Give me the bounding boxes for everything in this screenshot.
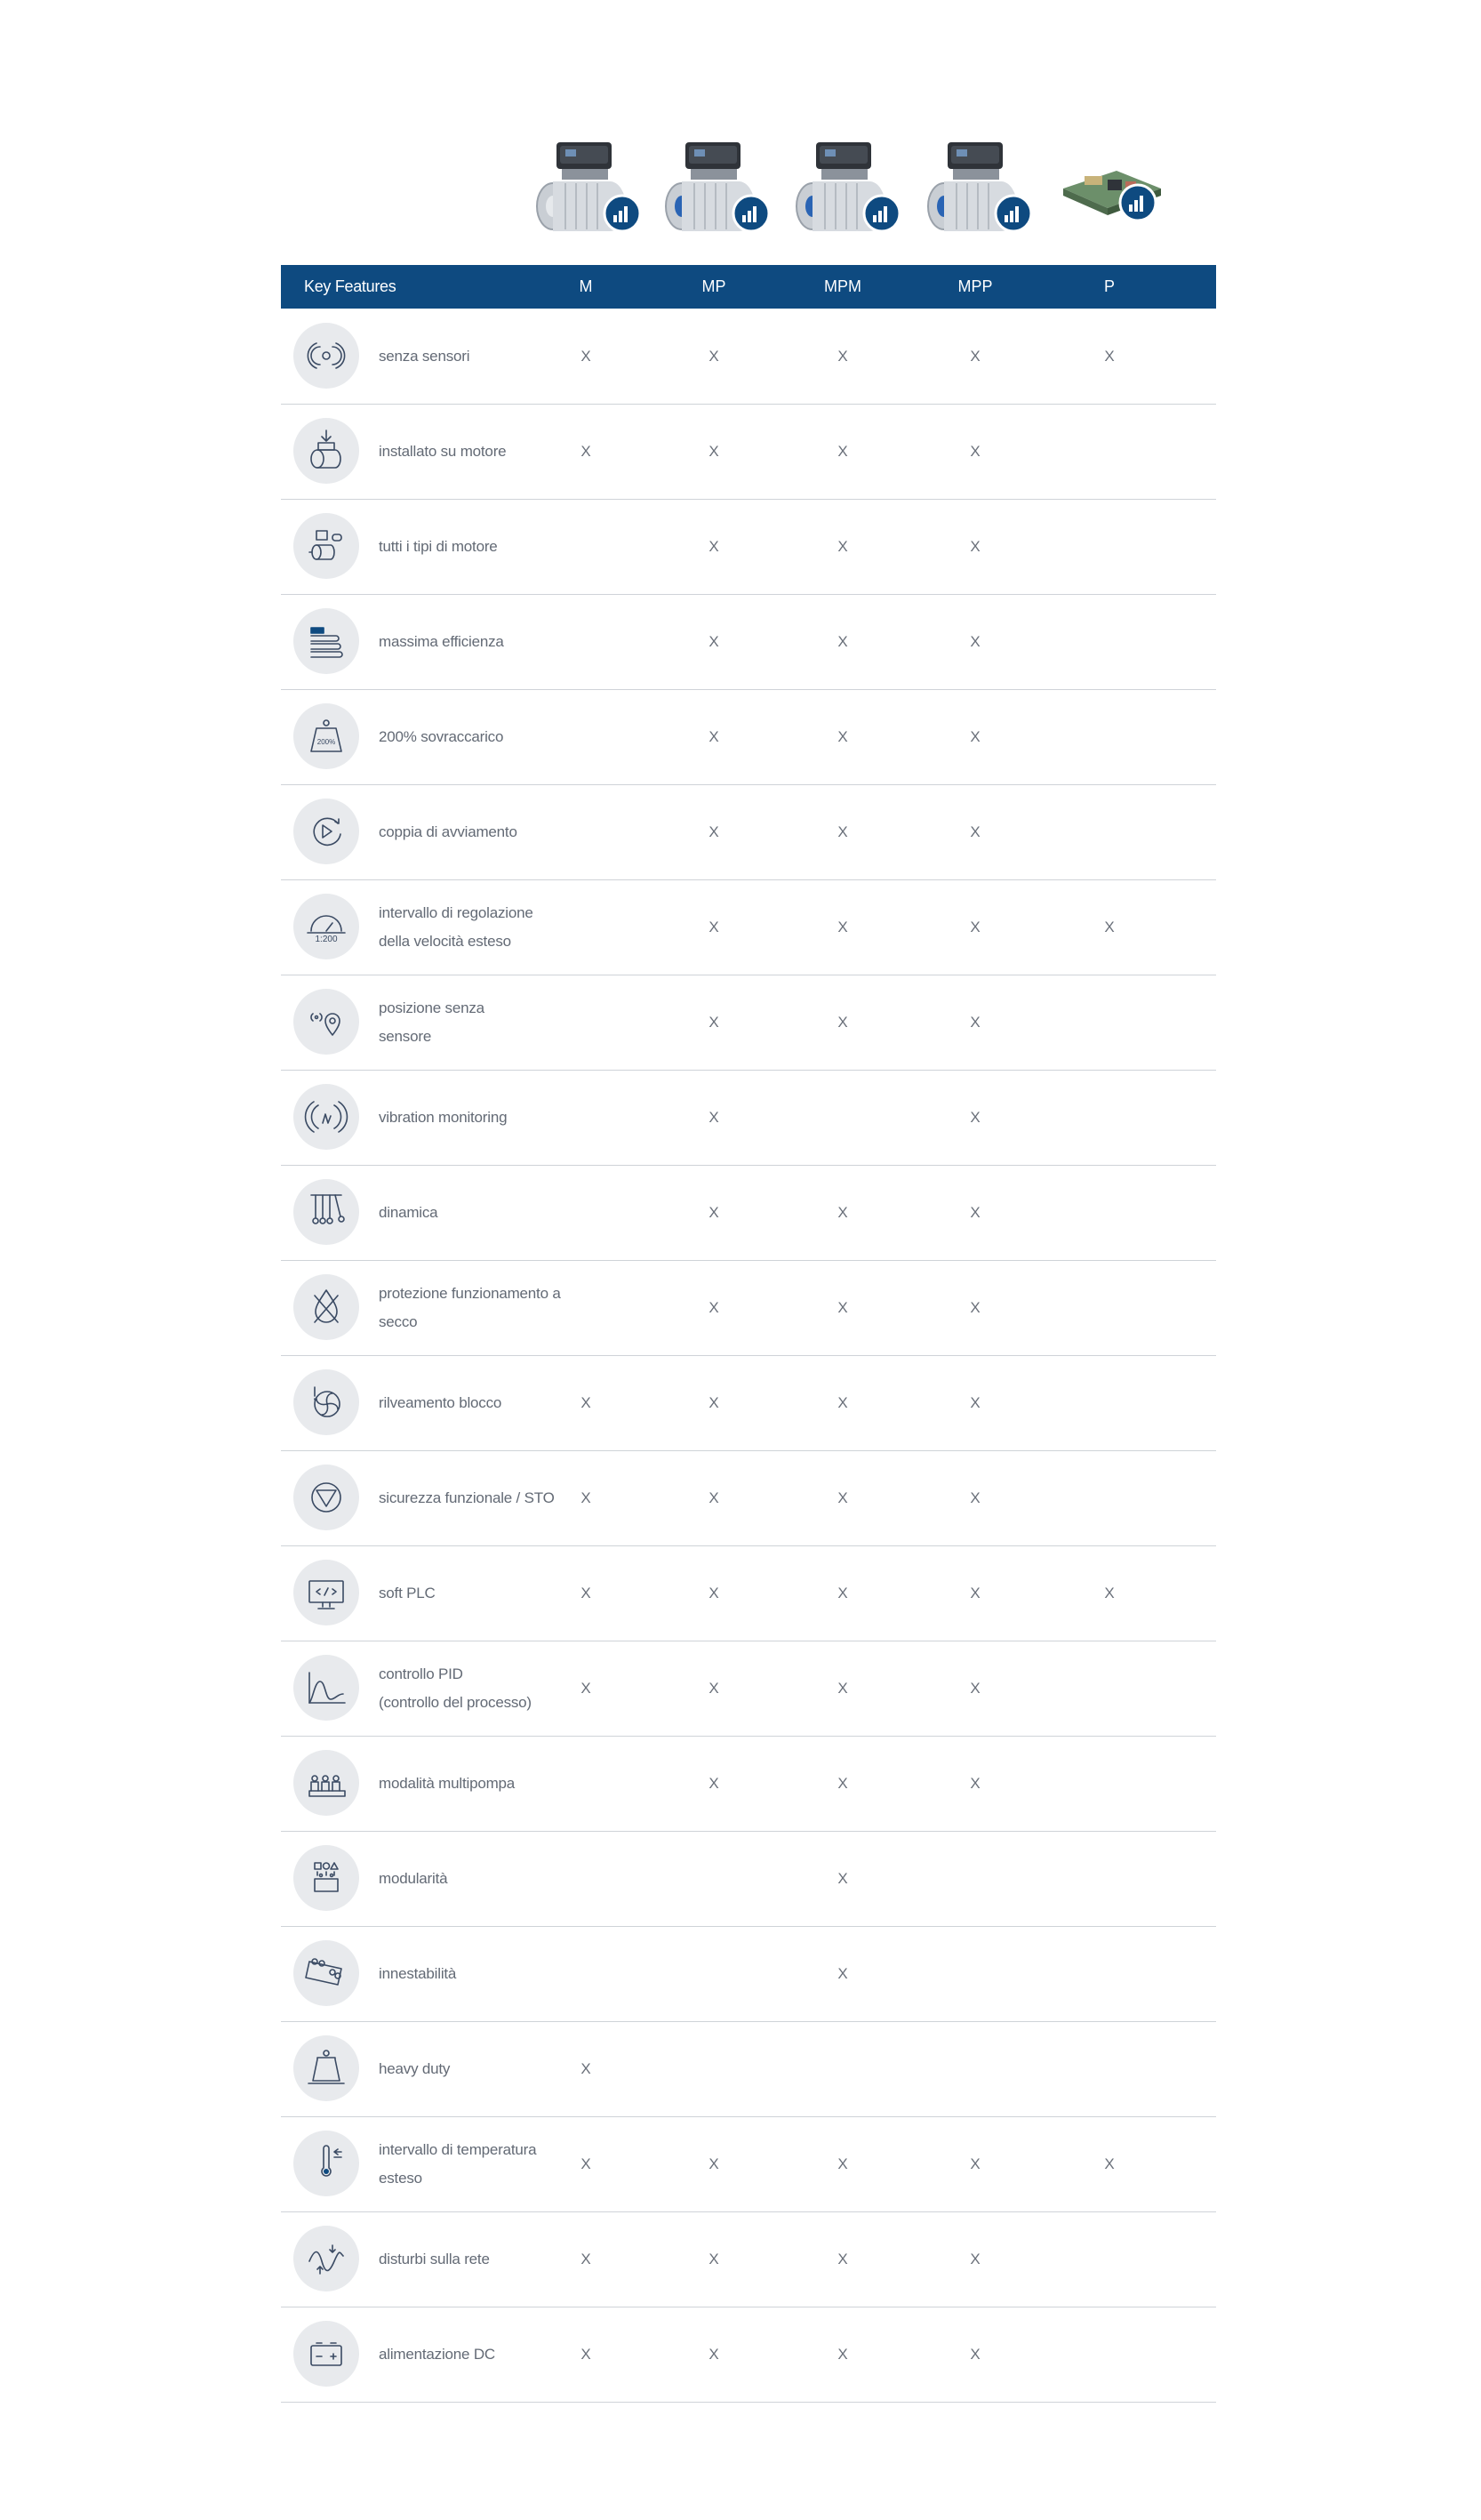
feature-mark-m: X bbox=[580, 2251, 591, 2267]
feature-mark-mpp: X bbox=[970, 1680, 981, 1697]
feature-mark-m bbox=[541, 1165, 630, 1260]
feature-mark-p bbox=[1065, 689, 1154, 784]
max-efficiency-icon bbox=[293, 608, 359, 674]
feature-mark-mpp: X bbox=[970, 1394, 981, 1411]
feature-mark-mpm: X bbox=[837, 1585, 848, 1601]
feature-label-line: intervallo di regolazione bbox=[379, 903, 533, 921]
soft-plc-monitor-icon bbox=[293, 1560, 359, 1625]
table-row bbox=[281, 1450, 1216, 1546]
feature-mark-mp: X bbox=[708, 633, 719, 650]
feature-mark-p bbox=[1065, 1165, 1154, 1260]
feature-label-line: modularità bbox=[379, 1869, 448, 1887]
feature-label-line: modalità multipompa bbox=[379, 1774, 516, 1792]
feature-label-line: rilveamento blocco bbox=[379, 1393, 502, 1411]
feature-mark-mp: X bbox=[708, 823, 719, 840]
feature-mark-mp: X bbox=[708, 1014, 719, 1031]
table-row bbox=[281, 1545, 1216, 1641]
feature-mark-mpm: X bbox=[837, 1680, 848, 1697]
feature-label-line: sicurezza funzionale / STO bbox=[379, 1489, 555, 1506]
product-image-mp bbox=[659, 126, 774, 253]
feature-mark-mp: X bbox=[708, 538, 719, 555]
feature-comparison-sheet bbox=[281, 0, 1216, 2363]
feature-mark-mp: X bbox=[708, 1489, 719, 1506]
feature-label-line: dinamica bbox=[379, 1203, 438, 1221]
feature-mark-mpm: X bbox=[837, 1870, 848, 1887]
feature-mark-mp: X bbox=[708, 1775, 719, 1792]
feature-mark-mpm bbox=[798, 2021, 887, 2116]
table-row bbox=[281, 1260, 1216, 1356]
table-row bbox=[281, 784, 1216, 880]
feature-label-line: massima efficienza bbox=[379, 632, 504, 650]
feature-mark-mp: X bbox=[708, 2346, 719, 2363]
feature-mark-m: X bbox=[580, 1585, 591, 1601]
feature-label-line: controllo PID bbox=[379, 1665, 463, 1682]
feature-label-line: installato su motore bbox=[379, 442, 507, 460]
feature-mark-p bbox=[1065, 1926, 1154, 2021]
feature-mark-mpm: X bbox=[837, 1299, 848, 1316]
feature-label-line: disturbi sulla rete bbox=[379, 2250, 490, 2267]
multipump-icon bbox=[293, 1750, 359, 1816]
feature-label-line: coppia di avviamento bbox=[379, 823, 517, 840]
motor-with-drive-image bbox=[921, 126, 1037, 253]
feature-mark-mpp: X bbox=[970, 1014, 981, 1031]
thermometer-icon bbox=[293, 2131, 359, 2196]
table-row bbox=[281, 1165, 1216, 1261]
table-row bbox=[281, 1831, 1216, 1927]
grid-disturbance-icon bbox=[293, 2226, 359, 2291]
feature-mark-mpm: X bbox=[837, 728, 848, 745]
feature-label-line: soft PLC bbox=[379, 1584, 436, 1601]
pid-curve-icon bbox=[293, 1655, 359, 1721]
motor-mounted-icon bbox=[293, 418, 359, 484]
feature-mark-mpm: X bbox=[837, 443, 848, 460]
feature-label-line: protezione funzionamento a secco bbox=[379, 1284, 561, 1330]
feature-mark-m: X bbox=[580, 2155, 591, 2172]
pendulum-icon bbox=[293, 1179, 359, 1245]
feature-label-line: innestabilità bbox=[379, 1964, 457, 1982]
product-image-mpm bbox=[789, 126, 905, 253]
feature-mark-mpm: X bbox=[837, 2155, 848, 2172]
feature-mark-mpp: X bbox=[970, 633, 981, 650]
feature-mark-mpm bbox=[798, 1070, 887, 1165]
feature-label-line: vibration monitoring bbox=[379, 1108, 508, 1126]
feature-label-line: intervallo di temperatura bbox=[379, 2140, 537, 2158]
table-row bbox=[281, 975, 1216, 1071]
feature-mark-mpm: X bbox=[837, 1489, 848, 1506]
feature-mark-p bbox=[1065, 2211, 1154, 2307]
table-row bbox=[281, 2021, 1216, 2117]
feature-mark-mpp: X bbox=[970, 728, 981, 745]
feature-mark-p bbox=[1065, 1641, 1154, 1736]
feature-mark-mp: X bbox=[708, 2155, 719, 2172]
feature-mark-mpp: X bbox=[970, 443, 981, 460]
feature-mark-p bbox=[1065, 1736, 1154, 1831]
feature-mark-mpp bbox=[931, 1831, 1020, 1926]
drive-board-image bbox=[1054, 126, 1170, 253]
feature-mark-mpp bbox=[931, 1926, 1020, 2021]
header-col-m: M bbox=[579, 277, 593, 295]
feature-mark-m bbox=[541, 594, 630, 689]
feature-mark-p bbox=[1065, 594, 1154, 689]
feature-mark-m bbox=[541, 1070, 630, 1165]
feature-mark-m bbox=[541, 499, 630, 594]
sensorless-position-icon bbox=[293, 989, 359, 1055]
feature-mark-p: X bbox=[1104, 2155, 1115, 2172]
feature-mark-mp: X bbox=[708, 728, 719, 745]
feature-mark-m: X bbox=[580, 443, 591, 460]
product-image-mpp bbox=[921, 126, 1037, 253]
feature-mark-m bbox=[541, 1260, 630, 1355]
heavy-duty-weight-icon bbox=[293, 2035, 359, 2101]
feature-mark-mp: X bbox=[708, 1204, 719, 1221]
feature-mark-mp: X bbox=[708, 1680, 719, 1697]
feature-label-line: senza sensori bbox=[379, 347, 470, 365]
table-row bbox=[281, 879, 1216, 975]
feature-mark-mpp: X bbox=[970, 919, 981, 935]
feature-label-line: heavy duty bbox=[379, 2059, 451, 2077]
feature-mark-p: X bbox=[1104, 919, 1115, 935]
motor-types-icon bbox=[293, 513, 359, 579]
feature-mark-mpp: X bbox=[970, 823, 981, 840]
table-row bbox=[281, 499, 1216, 595]
table-row bbox=[281, 594, 1216, 690]
feature-mark-p: X bbox=[1104, 348, 1115, 365]
feature-mark-mpp: X bbox=[970, 1204, 981, 1221]
feature-mark-mp: X bbox=[708, 919, 719, 935]
speed-range-gauge-icon bbox=[293, 894, 359, 959]
header-col-mpm: MPM bbox=[824, 277, 861, 295]
table-row bbox=[281, 404, 1216, 500]
feature-label-line: esteso bbox=[379, 2169, 422, 2187]
feature-mark-mpm: X bbox=[837, 633, 848, 650]
table-row bbox=[281, 1736, 1216, 1832]
feature-mark-mpp bbox=[931, 2021, 1020, 2116]
dc-battery-icon bbox=[293, 2321, 359, 2387]
product-image-m bbox=[530, 126, 645, 253]
feature-mark-m: X bbox=[580, 1680, 591, 1697]
feature-mark-mpp: X bbox=[970, 1585, 981, 1601]
feature-mark-m: X bbox=[580, 348, 591, 365]
feature-mark-mp: X bbox=[708, 1299, 719, 1316]
feature-mark-mpm: X bbox=[837, 348, 848, 365]
feature-mark-mpp: X bbox=[970, 2155, 981, 2172]
feature-mark-mpm: X bbox=[837, 1394, 848, 1411]
motor-with-drive-image bbox=[659, 126, 774, 253]
feature-mark-p bbox=[1065, 1070, 1154, 1165]
vibration-icon bbox=[293, 1084, 359, 1150]
safety-sto-icon bbox=[293, 1465, 359, 1530]
feature-mark-mp bbox=[669, 1831, 758, 1926]
table-row bbox=[281, 1355, 1216, 1451]
table-row bbox=[281, 689, 1216, 785]
modularity-icon bbox=[293, 1845, 359, 1911]
feature-mark-m bbox=[541, 1831, 630, 1926]
feature-label-line: posizione senza bbox=[379, 999, 484, 1016]
feature-mark-mpp: X bbox=[970, 2346, 981, 2363]
header-key-features: Key Features bbox=[304, 277, 396, 295]
feature-mark-p bbox=[1065, 1450, 1154, 1545]
header-col-mpp: MPP bbox=[957, 277, 993, 295]
feature-mark-m bbox=[541, 689, 630, 784]
feature-label-line: tutti i tipi di motore bbox=[379, 537, 498, 555]
feature-mark-mp: X bbox=[708, 1109, 719, 1126]
feature-mark-mpm: X bbox=[837, 1204, 848, 1221]
header-col-p: P bbox=[1103, 277, 1115, 295]
feature-mark-p: X bbox=[1104, 1585, 1115, 1601]
table-row bbox=[281, 2211, 1216, 2307]
feature-mark-mpm: X bbox=[837, 538, 848, 555]
feature-mark-mp: X bbox=[708, 2251, 719, 2267]
feature-label-line: (controllo del processo) bbox=[379, 1693, 532, 1711]
feature-mark-mp bbox=[669, 2021, 758, 2116]
feature-mark-p bbox=[1065, 2021, 1154, 2116]
table-header bbox=[281, 265, 1216, 309]
feature-mark-p bbox=[1065, 1260, 1154, 1355]
feature-mark-mpp: X bbox=[970, 1489, 981, 1506]
feature-mark-m bbox=[541, 784, 630, 879]
feature-mark-p bbox=[1065, 499, 1154, 594]
feature-mark-mpp: X bbox=[970, 538, 981, 555]
feature-label-line: alimentazione DC bbox=[379, 2345, 495, 2363]
feature-mark-m bbox=[541, 1926, 630, 2021]
table-row bbox=[281, 1926, 1216, 2022]
feature-mark-mp bbox=[669, 1926, 758, 2021]
feature-mark-mpp: X bbox=[970, 1299, 981, 1316]
table-row bbox=[281, 1070, 1216, 1166]
feature-mark-mp: X bbox=[708, 1585, 719, 1601]
motor-with-drive-image bbox=[789, 126, 905, 253]
sensorless-icon bbox=[293, 323, 359, 389]
feature-mark-m bbox=[541, 975, 630, 1070]
feature-mark-mpm: X bbox=[837, 1965, 848, 1982]
feature-mark-mp: X bbox=[708, 1394, 719, 1411]
feature-mark-mpp: X bbox=[970, 1109, 981, 1126]
overload-weight-icon bbox=[293, 703, 359, 769]
feature-mark-mpm: X bbox=[837, 1014, 848, 1031]
table-row bbox=[281, 309, 1216, 405]
product-images-row bbox=[281, 0, 1216, 265]
feature-mark-m bbox=[541, 879, 630, 975]
feature-label-line: sensore bbox=[379, 1027, 432, 1045]
svg-text:200%: 200% bbox=[316, 738, 336, 746]
pluggable-icon bbox=[293, 1940, 359, 2006]
feature-mark-m: X bbox=[580, 2060, 591, 2077]
blockage-fan-icon bbox=[293, 1369, 359, 1435]
feature-mark-mpm: X bbox=[837, 823, 848, 840]
table-row bbox=[281, 2307, 1216, 2403]
feature-mark-m: X bbox=[580, 1489, 591, 1506]
motor-with-drive-image bbox=[530, 126, 645, 253]
table-row bbox=[281, 1641, 1216, 1737]
feature-mark-mpp: X bbox=[970, 2251, 981, 2267]
header-col-mp: MP bbox=[701, 277, 726, 295]
feature-mark-mpp: X bbox=[970, 348, 981, 365]
feature-mark-p bbox=[1065, 975, 1154, 1070]
feature-mark-p bbox=[1065, 1355, 1154, 1450]
feature-mark-mp: X bbox=[708, 348, 719, 365]
feature-mark-m: X bbox=[580, 2346, 591, 2363]
feature-mark-mpp: X bbox=[970, 1775, 981, 1792]
product-image-p bbox=[1054, 126, 1170, 253]
feature-mark-m: X bbox=[580, 1394, 591, 1411]
feature-mark-mpm: X bbox=[837, 919, 848, 935]
feature-label-line: della velocità esteso bbox=[379, 932, 511, 950]
feature-label-line: 200% sovraccarico bbox=[379, 727, 504, 745]
feature-mark-mpm: X bbox=[837, 2346, 848, 2363]
feature-mark-mpm: X bbox=[837, 1775, 848, 1792]
starting-torque-icon bbox=[293, 799, 359, 864]
feature-mark-p bbox=[1065, 404, 1154, 499]
svg-text:1:200: 1:200 bbox=[315, 935, 338, 944]
feature-mark-mpm: X bbox=[837, 2251, 848, 2267]
feature-mark-p bbox=[1065, 1831, 1154, 1926]
feature-mark-mp: X bbox=[708, 443, 719, 460]
feature-mark-p bbox=[1065, 2307, 1154, 2402]
feature-mark-p bbox=[1065, 784, 1154, 879]
dry-run-icon bbox=[293, 1274, 359, 1340]
table-row bbox=[281, 2116, 1216, 2212]
feature-mark-m bbox=[541, 1736, 630, 1831]
